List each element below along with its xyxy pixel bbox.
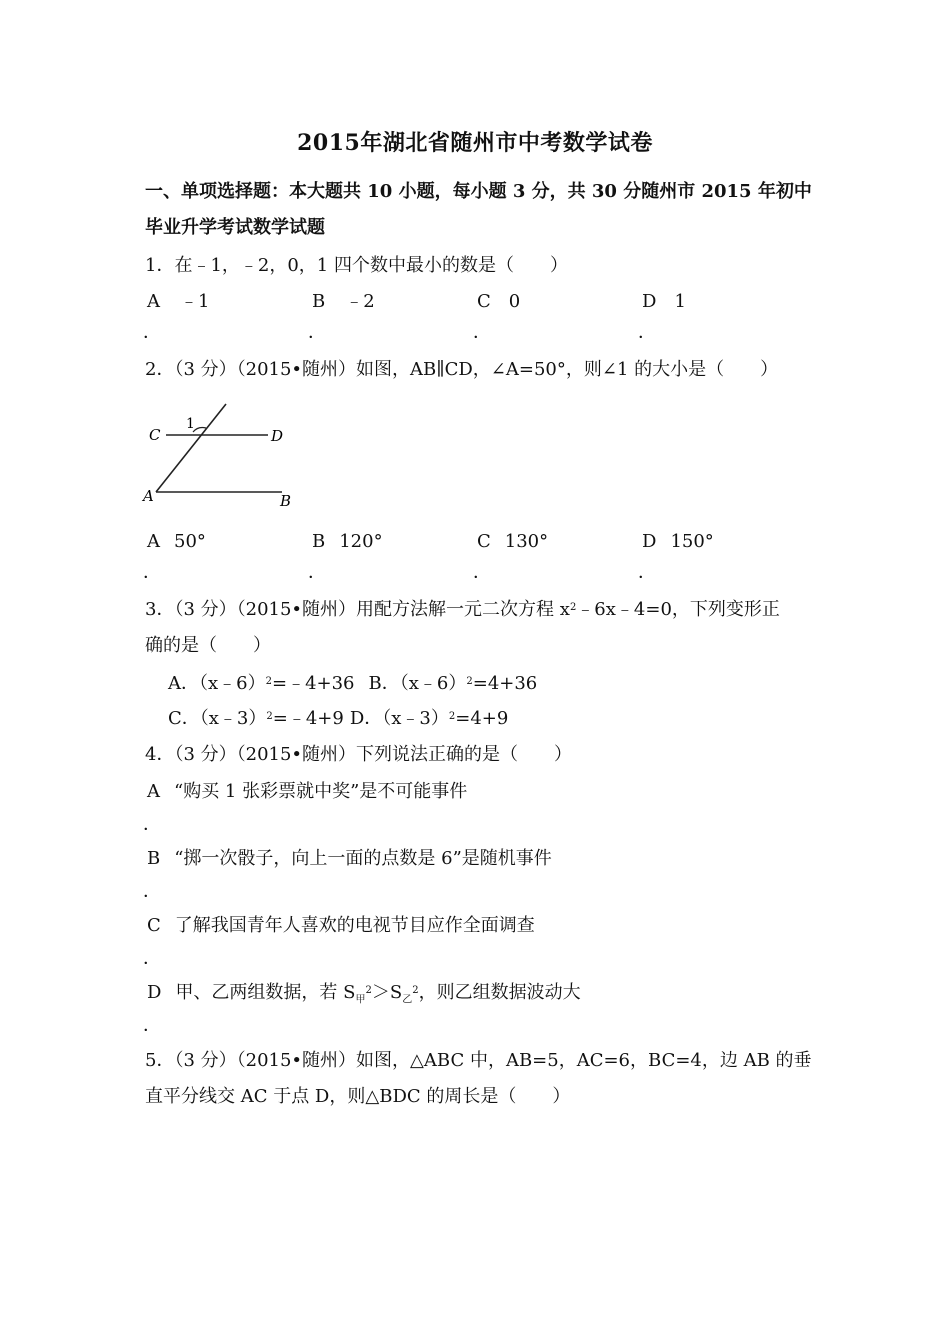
q1-option-d: [642, 290, 686, 314]
q2-option-b: [312, 530, 383, 554]
section-heading-line1: 一、单项选择题：本大题共 10 小题，每小题 3 分，共 30 分随州市 2015 年初中: [145, 181, 812, 202]
option-dot: ．: [143, 322, 161, 343]
q2-option-a: [147, 530, 206, 554]
option-text: 120°: [339, 531, 383, 552]
option-text: 了解我国青年人喜欢的电视节目应作全面调查: [174, 915, 535, 936]
option-letter: B: [147, 848, 161, 869]
option-text: 50°: [174, 531, 206, 552]
option-text: 130°: [504, 531, 549, 552]
option-text: =4+36: [472, 673, 538, 694]
question-3-stem: [145, 598, 780, 622]
figure-label-d: D: [271, 427, 284, 445]
stem-text: 3．（3 分）（2015•随州）用配方法解一元二次方程 x: [145, 599, 570, 620]
option-dot: ．: [308, 322, 326, 343]
exponent: 2: [412, 985, 419, 996]
section-heading-line2: 毕业升学考试数学试题: [145, 217, 325, 238]
option-letter: C: [477, 531, 491, 552]
question-4-stem: 4．（3 分）（2015•随州）下列说法正确的是（ ）: [145, 744, 573, 765]
q2-option-c: [477, 530, 548, 554]
option-dot: ．: [143, 1015, 161, 1036]
option-text: C．（x﹣3）: [168, 708, 267, 729]
q1-option-a: [147, 290, 209, 314]
option-text: =﹣4+9: [272, 708, 344, 729]
option-dot: ．: [143, 814, 161, 835]
q3-options-row-1: [168, 672, 537, 696]
q4-option-b: [147, 847, 552, 871]
figure-label-a: A: [143, 487, 154, 505]
q3-options-row-2: [168, 707, 508, 731]
stem-text: ﹣6x﹣4=0，下列变形正: [576, 599, 780, 620]
option-dot: ．: [473, 562, 491, 583]
option-text: ﹣1: [180, 291, 210, 312]
option-dot: ．: [143, 948, 161, 969]
option-dot: ．: [308, 562, 326, 583]
option-text: B．（x﹣6）: [368, 673, 467, 694]
question-3-stem-line2: 确的是（ ）: [145, 635, 271, 656]
exponent: 2: [569, 602, 577, 613]
exponent: 2: [466, 676, 473, 687]
option-dot: ．: [638, 322, 656, 343]
q3-option-d: [350, 708, 509, 729]
q1-option-b: [312, 290, 375, 314]
option-text: D．（x﹣3）: [349, 708, 449, 729]
option-dot: ．: [143, 562, 161, 583]
subscript: 甲: [355, 994, 366, 1006]
option-letter: A: [147, 291, 160, 312]
q3-option-c: [168, 708, 344, 729]
option-letter: D: [147, 982, 162, 1003]
exponent: 2: [365, 985, 372, 996]
option-letter: B: [312, 291, 326, 312]
option-text: A．（x﹣6）: [168, 673, 266, 694]
option-letter: C: [477, 291, 491, 312]
exponent: 2: [266, 711, 273, 722]
option-letter: A: [147, 531, 160, 552]
figure-label-c: C: [149, 426, 161, 444]
option-dot: ．: [473, 322, 491, 343]
subscript: 乙: [402, 994, 413, 1006]
page-title: 2015年湖北省随州市中考数学试卷: [297, 130, 653, 156]
option-dot: ．: [638, 562, 656, 583]
option-text: ＞S: [371, 982, 403, 1003]
option-letter: A: [147, 781, 160, 802]
option-letter: B: [312, 531, 326, 552]
option-text: “购买 1 张彩票就中奖”是不可能事件: [174, 781, 468, 802]
option-text: =﹣4+36: [271, 673, 355, 694]
exponent: 2: [265, 676, 272, 687]
option-text: ，则乙组数据波动大: [418, 982, 581, 1003]
question-2-stem: 2．（3 分）（2015•随州）如图，AB∥CD，∠A=50°，则∠1 的大小是（ ）: [145, 359, 779, 380]
option-text: 1: [674, 291, 686, 312]
option-dot: ．: [143, 881, 161, 902]
q2-option-d: [642, 530, 714, 554]
question-5-stem-line1: 5．（3 分）（2015•随州）如图，△ABC 中，AB=5，AC=6，BC=4，边 AB 的垂: [145, 1050, 812, 1071]
option-text: 0: [508, 291, 521, 312]
q3-option-a: [168, 673, 355, 694]
q4-option-d: [147, 981, 581, 1013]
option-text: 150°: [670, 531, 714, 552]
question-5-stem-line2: 直平分线交 AC 于点 D，则△BDC 的周长是（ ）: [145, 1086, 571, 1107]
option-text: =4+9: [455, 708, 509, 729]
option-letter: D: [642, 531, 657, 552]
q4-option-a: [147, 780, 467, 804]
option-text: 甲、乙两组数据，若 S: [175, 982, 356, 1003]
parallel-lines-figure: [140, 398, 300, 513]
option-text: “掷一次骰子，向上一面的点数是 6”是随机事件: [174, 848, 552, 869]
exponent: 2: [448, 711, 456, 722]
q4-option-c: [147, 914, 535, 938]
q3-option-b: [369, 673, 538, 694]
option-text: ﹣2: [345, 291, 375, 312]
option-letter: C: [147, 915, 161, 936]
question-1-stem: 1．在﹣1，﹣2，0，1 四个数中最小的数是（ ）: [145, 255, 568, 276]
q1-option-c: [477, 290, 520, 314]
figure-label-1: 1: [186, 416, 195, 432]
figure-label-b: B: [280, 492, 292, 510]
option-letter: D: [642, 291, 657, 312]
